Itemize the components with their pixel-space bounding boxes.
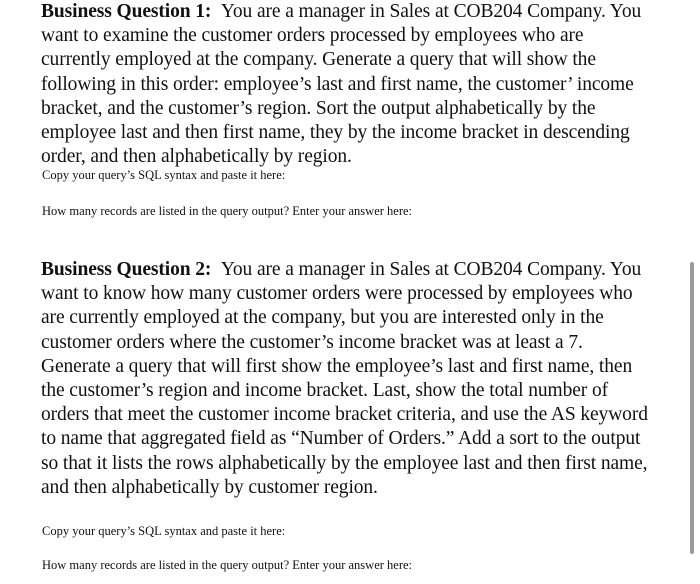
vertical-scrollbar[interactable] [690,262,694,554]
question-2-copy-prompt: Copy your query’s SQL syntax and paste it here: [42,524,286,538]
question-1-count-prompt: How many records are listed in the query output? Enter your answer here: [42,204,413,218]
question-2-text: You are a manager in Sales at COB204 Company. You want to know how many customer orders were processed by employees who are currently employed at the company, but you are interested only in the customer orders where the customer’s income bracket was at least a 7. Generate a query that will first show the employee’s last and first name, then the customer’s region and income bracket. Last, show the total number of orders that meet the customer income bracket criteria, and use the AS keyword to name that aggregated field as “Number of Orders.” Add a sort to the output so that it lists the rows alphabetically by the employee last and then first name, and then alphabetically by customer region. [41,259,648,498]
business-question-1 [41,0,653,169]
question-2-count-prompt: How many records are listed in the query output? Enter your answer here: [42,558,413,572]
business-question-2 [41,258,653,500]
question-1-label: Business Question 1: [41,1,221,22]
question-2-label: Business Question 2: [41,259,221,280]
question-1-text: You are a manager in Sales at COB204 Company. You want to examine the customer orders processed by employees who are currently employed at the company. Generate a query that will show the following in this order: employee’s last and first name, the customer’ income bracket, and the customer’s region. Sort the output alphabetically by the employee last and then first name, they by the income bracket in descending order, and then alphabetically by region. [41,1,642,168]
question-1-copy-prompt: Copy your query’s SQL syntax and paste it here: [42,168,286,182]
